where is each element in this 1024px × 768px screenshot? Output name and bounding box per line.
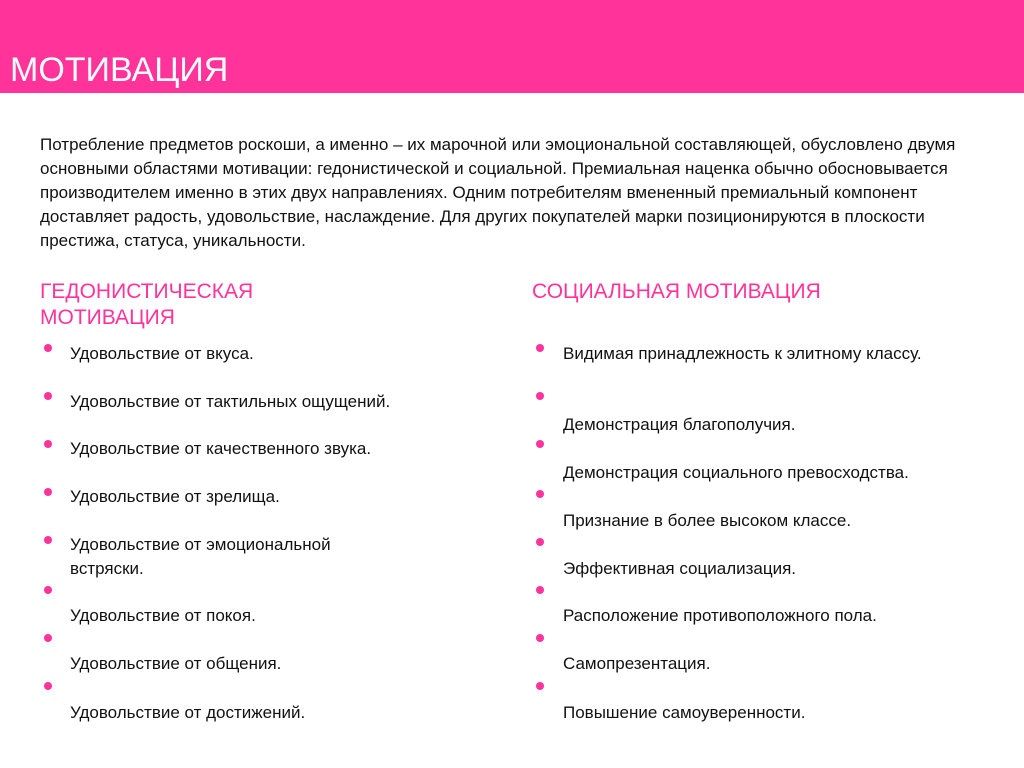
intro-paragraph: Потребление предметов роскоши, а именно – их марочной или эмоциональной составляющей, обусловлено двумя основными областями мотивации: гедонистической и социальной. Премиальная наценка обычно обосновывается производителем именно в этих двух направлениях. Одним потребителям вмененный премиальный компонент доставляет радость, удовольствие, наслаждение. Для других покупателей марки позиционируются в плоскости престижа, статуса, уникальности. [40,135,956,250]
bullet-dot-icon [536,682,544,690]
list-item: Расположение противоположного пола. [563,606,877,625]
bullet-dot-icon [536,440,544,448]
list-item: Удовольствие от зрелища. [70,487,280,506]
bullet-dot-icon [536,634,544,642]
list-item: Самопрезентация. [563,654,711,673]
bullet-dot-icon [536,586,544,594]
bullet-dot-icon [536,538,544,546]
left-column-heading: ГЕДОНИСТИЧЕСКАЯ МОТИВАЦИЯ [40,280,254,329]
right-column-heading: СОЦИАЛЬНАЯ МОТИВАЦИЯ [532,280,821,303]
list-item: Удовольствие от достижений. [70,703,306,722]
bullet-dot-icon [44,586,52,594]
list-item: Видимая принадлежность к элитному классу. [563,344,922,363]
bullet-dot-icon [44,682,52,690]
bullet-dot-icon [44,634,52,642]
bullet-dot-icon [536,344,544,352]
bullet-dot-icon [536,490,544,498]
bullet-dot-icon [536,392,544,400]
bullet-dot-icon [44,536,52,544]
list-item: Признание в более высоком классе. [563,511,852,530]
bullet-dot-icon [44,488,52,496]
list-item: Удовольствие от покоя. [70,606,256,625]
list-item: Удовольствие от вкуса. [70,344,254,363]
page-title: МОТИВАЦИЯ [10,51,229,89]
bullet-dot-icon [44,440,52,448]
list-item: Удовольствие от качественного звука. [70,439,372,458]
bullet-dot-icon [44,392,52,400]
list-item: Демонстрация благополучия. [563,415,796,434]
bullet-dot-icon [44,344,52,352]
list-item: Удовольствие от общения. [70,654,282,673]
list-item: Удовольствие от эмоциональной встряски. [70,535,331,578]
list-item: Демонстрация социального превосходства. [563,463,909,482]
list-item: Повышение самоуверенности. [563,703,806,722]
list-item: Эффективная социализация. [563,559,797,578]
list-item: Удовольствие от тактильных ощущений. [70,392,391,411]
